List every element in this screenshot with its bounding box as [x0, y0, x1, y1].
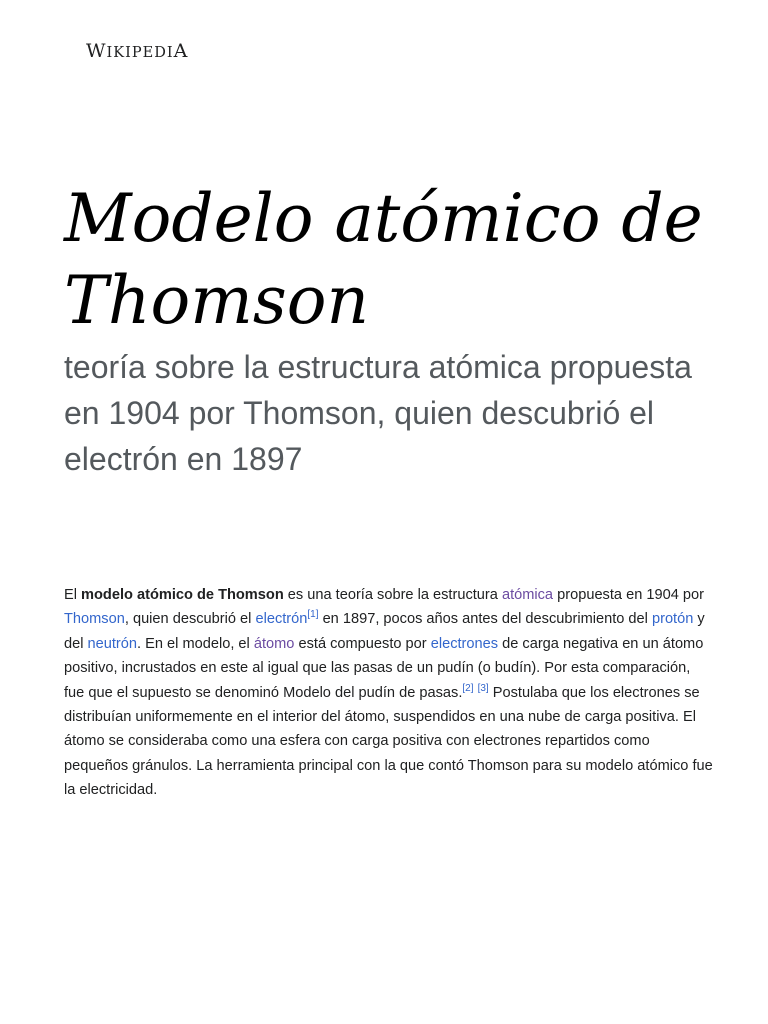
link-atomo[interactable]: átomo: [253, 635, 295, 652]
text-run: está compuesto por: [294, 635, 431, 652]
reference-3: [478, 683, 489, 694]
text-run: El: [64, 587, 82, 603]
text-run: , quien descubrió el: [124, 611, 256, 628]
text-run: y del: [64, 611, 705, 652]
text-run: Postulaba que los electrones se distribuían uniformemente en el interior del átomo, suspendidos en una nube de carga positiva. El átomo se consideraba como una esfera con carga positiva con electrones repartidos como pequeños gránulos. La herramienta principal con la que contó Thomson para su modelo atómico fue la electricidad.: [64, 684, 713, 799]
link-atomica[interactable]: atómica: [501, 587, 554, 603]
page-subtitle: teoría sobre la estructura atómica propuesta en 1904 por Thomson, quien descubrió el electrón en 1897: [64, 349, 692, 477]
bold-term: modelo atómico de Thomson: [81, 587, 284, 603]
wikipedia-logo[interactable]: WIKIPEDIA: [86, 40, 189, 62]
link-proton[interactable]: protón: [651, 611, 694, 628]
link-thomson[interactable]: Thomson: [64, 611, 125, 628]
text-run: propuesta en 1904 por: [553, 587, 704, 603]
link-electron[interactable]: electrón: [255, 611, 308, 628]
article-paragraph: [64, 583, 714, 803]
reference-link-1[interactable]: [1]: [307, 609, 319, 621]
link-neutron[interactable]: neutrón: [87, 635, 138, 652]
reference-2: [462, 683, 473, 694]
text-run: en 1897, pocos años antes del descubrimiento del: [318, 611, 652, 628]
link-electrones[interactable]: electrones: [430, 635, 499, 652]
text-run: de carga negativa en un átomo positivo, incrustados en este al igual que las pasas de un pudín (o budín). Por esta comparación, fue que el supuesto se denominó Modelo del pudín de pasas.: [64, 635, 704, 701]
reference-link-2[interactable]: [2]: [462, 682, 474, 694]
page-title: Modelo atómico de Thomson: [64, 180, 703, 339]
text-run: . En el modelo, el: [137, 635, 254, 652]
text-run: es una teoría sobre la estructura: [283, 587, 502, 603]
reference-link-3[interactable]: [3]: [477, 682, 489, 694]
reference-1: [307, 609, 318, 620]
